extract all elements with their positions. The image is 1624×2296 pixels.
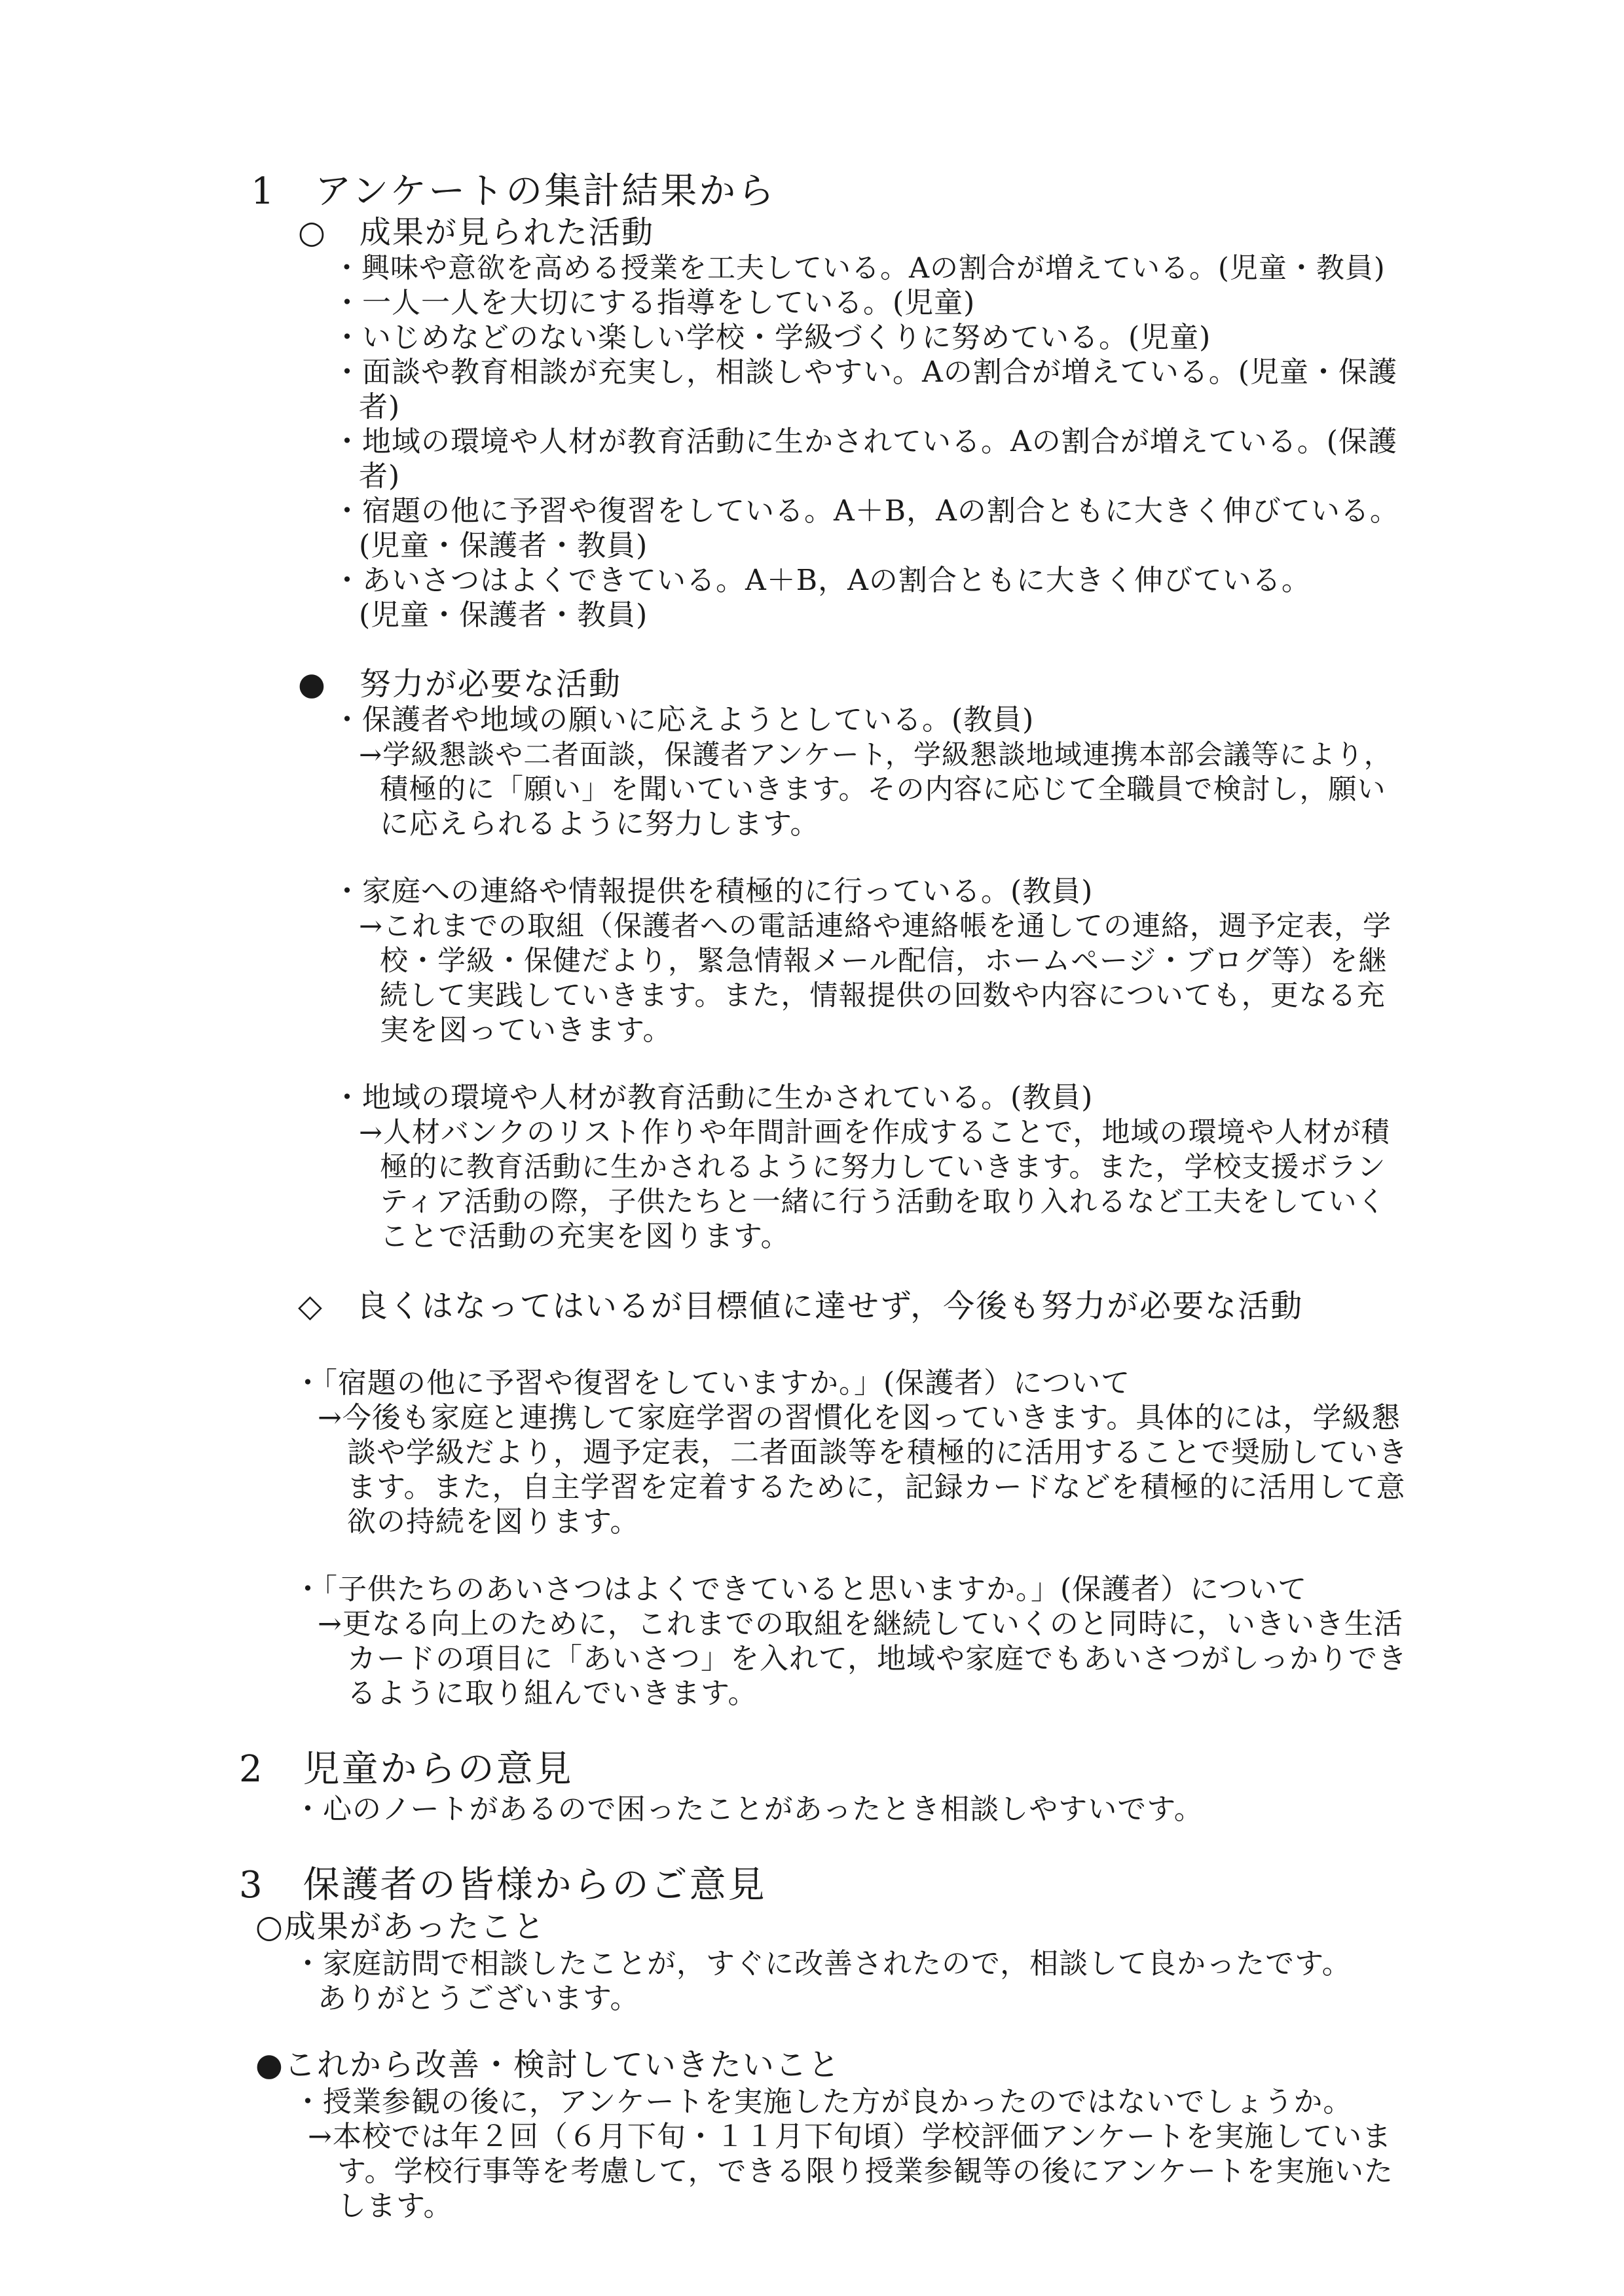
- section-3-heading: 3 保護者の皆様からのご意見: [239, 1864, 767, 1906]
- improving-line: 談や学級だより，週予定表，二者面談等を積極的に活用することで奨励していき: [347, 1436, 1408, 1469]
- todo-line: します。: [337, 2189, 453, 2223]
- effort-line: ティア活動の際，子供たちと一緒に行う活動を取り入れるなど工夫をしていく: [380, 1186, 1386, 1218]
- effort-line: に応えられるように努力します。: [380, 807, 820, 841]
- improving-line: るように取り組んでいきます。: [347, 1677, 758, 1710]
- improving-line: →更なる向上のために，これまでの取組を継続していくのと同時に，いきいき生活: [318, 1607, 1403, 1641]
- section-2-line: ・心のノートがあるので困ったことがあったとき相談しやすいです。: [293, 1793, 1204, 1826]
- success-line: ・面談や教育相談が充実し，相談しやすい。Aの割合が増えている。(児童・保護: [333, 355, 1397, 389]
- success-line: (児童・保護者・教員): [359, 598, 648, 632]
- success-line: ・いじめなどのない楽しい学校・学級づくりに努めている。(児童): [333, 321, 1211, 354]
- good-line: ありがとうございます。: [318, 1982, 640, 2015]
- todo-line: ・授業参観の後に，アンケートを実施した方が良かったのではないでしょうか。: [293, 2085, 1353, 2119]
- improving-line: ・「子供たちのあいさつはよくできていると思いますか。」(保護者）について: [293, 1573, 1308, 1606]
- improving-line: →今後も家庭と連携して家庭学習の習慣化を図っていきます。具体的には，学級懇: [318, 1401, 1401, 1434]
- todo-line: →本校では年２回（６月下旬・１１月下旬頃）学校評価アンケートを実施していま: [308, 2120, 1392, 2153]
- section-2-heading: 2 児童からの意見: [239, 1748, 574, 1791]
- effort-line: ことで活動の充実を図ります。: [380, 1220, 790, 1253]
- good-line: ・家庭訪問で相談したことが，すぐに改善されたので，相談して良かったです。: [293, 1947, 1352, 1980]
- success-line: ・興味や意欲を高める授業を工夫している。Aの割合が増えている。(児童・教員): [333, 252, 1386, 285]
- effort-line: 積極的に「願い」を聞いていきます。その内容に応じて全職員で検討し，願い: [380, 773, 1386, 806]
- improving-line: ます。また，自主学習を定着するために，記録カードなどを積極的に活用して意: [347, 1470, 1406, 1504]
- success-line: (児童・保護者・教員): [359, 529, 648, 562]
- effort-line: ・地域の環境や人材が教育活動に生かされている。(教員): [333, 1081, 1094, 1114]
- effort-heading: ● 努力が必要な活動: [298, 666, 621, 702]
- improving-line: 欲の持続を図ります。: [347, 1505, 640, 1539]
- success-line: ・宿題の他に予習や復習をしている。A＋B，Aの割合ともに大きく伸びている。: [333, 494, 1399, 528]
- good-heading: ○成果があったこと: [255, 1908, 546, 1945]
- effort-line: 続して実践していきます。また，情報提供の回数や内容についても，更なる充: [380, 979, 1386, 1012]
- success-line: ・あいさつはよくできている。A＋B，Aの割合ともに大きく伸びている。: [333, 564, 1311, 597]
- effort-line: →人材バンクのリスト作りや年間計画を作成することで，地域の環境や人材が積: [359, 1116, 1390, 1149]
- effort-line: →学級懇談や二者面談，保護者アンケート，学級懇談地域連携本部会議等により，: [359, 738, 1392, 771]
- section-1-heading: 1 アンケートの集計結果から: [251, 170, 777, 213]
- success-line: ・一人一人を大切にする指導をしている。(児童): [333, 286, 976, 319]
- success-line: ・地域の環境や人材が教育活動に生かされている。Aの割合が増えている。(保護: [333, 425, 1397, 458]
- effort-line: 極的に教育活動に生かされるように努力していきます。また，学校支援ボラン: [380, 1151, 1386, 1184]
- improving-heading: ◇ 良くはなってはいるが目標値に達せず，今後も努力が必要な活動: [298, 1288, 1304, 1324]
- success-line: 者): [359, 390, 401, 424]
- improving-line: カードの項目に「あいさつ」を入れて，地域や家庭でもあいさつがしっかりでき: [347, 1642, 1408, 1675]
- success-line: 者): [359, 460, 401, 493]
- success-heading: ○ 成果が見られた活動: [298, 214, 654, 251]
- effort-line: →これまでの取組（保護者への電話連絡や連絡帳を通しての連絡，週予定表，学: [359, 910, 1392, 943]
- improving-line: ・「宿題の他に予習や復習をしていますか。」(保護者）について: [293, 1366, 1131, 1400]
- effort-line: 実を図っていきます。: [380, 1013, 673, 1047]
- effort-line: 校・学級・保健だより，緊急情報メール配信，ホームページ・ブログ等）を継: [380, 945, 1388, 977]
- effort-line: ・家庭への連絡や情報提供を積極的に行っている。(教員): [333, 875, 1094, 908]
- effort-line: ・保護者や地域の願いに応えようとしている。(教員): [333, 703, 1035, 737]
- todo-heading: ●これから改善・検討していきたいこと: [255, 2047, 841, 2083]
- todo-line: す。学校行事等を考慮して，できる限り授業参観等の後にアンケートを実施いた: [337, 2155, 1393, 2188]
